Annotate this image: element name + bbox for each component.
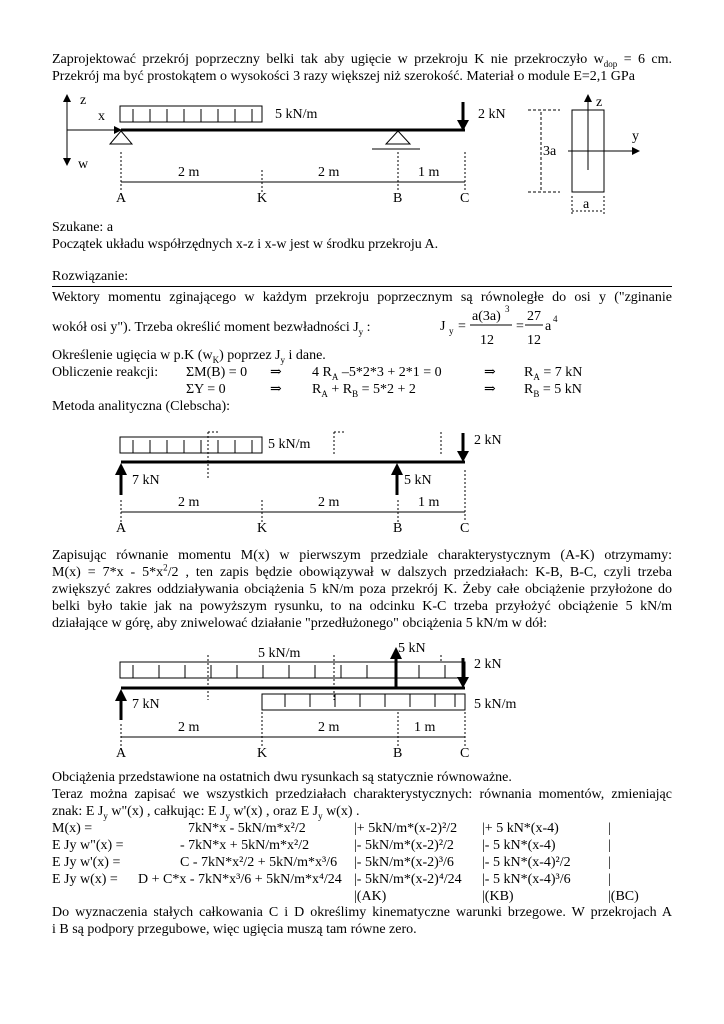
svg-text:y: y <box>449 326 454 336</box>
origin-note: Początek układu współrzędnych x-z i x-w jest w środku przekroju A. <box>52 237 439 252</box>
svg-text:K: K <box>257 191 268 206</box>
svg-text:2 kN: 2 kN <box>474 657 502 672</box>
w-label: w <box>78 157 89 172</box>
svg-text:5 kN/m: 5 kN/m <box>268 437 311 452</box>
svg-text:2 m: 2 m <box>178 720 200 735</box>
p4-line-1: Do wyznaczenia stałych całkowania C i D określimy kinematyczne warunki brzegowe. W przekrojach A <box>52 905 672 920</box>
svg-text:z: z <box>596 95 603 110</box>
p2-line-4: belki było takie jak na powyższym rysunku, to na odcinku K-C trzeba przyłożyć obciążenie 5 kN/m <box>52 599 672 614</box>
svg-text:B: B <box>393 521 403 536</box>
svg-text:K: K <box>257 746 268 761</box>
p2-line-5: działające w górę, aby zniwelować działanie "przedłużonego" obciążenia 5 kN/m w dół: <box>52 616 547 631</box>
svg-text:C: C <box>460 746 470 761</box>
svg-text:5 kN/m: 5 kN/m <box>474 697 517 712</box>
p2-line-3: zwiększyć zakres oddziaływania obciążenia 5 kN/m poza przekrój K. Żeby całe obciążenie przyłożone do <box>52 582 672 597</box>
svg-text:J: J <box>440 319 446 334</box>
svg-text:5 kN: 5 kN <box>404 473 432 488</box>
p3-line-3: znak: E $J_y$ w"(x) , całkując: E $J_y$ w'(x) , oraz E $J_y$ w(x) . <box>52 804 360 821</box>
sought: Szukane: a <box>52 220 114 235</box>
svg-text:=: = <box>516 319 524 334</box>
z-label: z <box>80 93 87 108</box>
svg-text:A: A <box>116 191 127 206</box>
svg-text:B: B <box>393 191 403 206</box>
p1-line-1: Wektory momentu zginającego w każdym przekroju poprzecznym są równoległe do osi y ("zginanie <box>52 290 672 305</box>
p2-line-1: Zapisując równanie momentu M(x) w pierwszym przedziale charakterystycznym (A-K) otrzymamy: <box>52 548 672 563</box>
p4-line-2: i B są podpory przegubowe, więc ugięcia muszą tam równe zero. <box>52 922 417 937</box>
svg-text:12: 12 <box>527 333 541 348</box>
force-label: 2 kN <box>478 107 506 122</box>
svg-text:a: a <box>583 197 590 212</box>
intro-line-1: Zaprojektować przekrój poprzeczny belki tak aby ugięcie w przekroju K nie przekroczyło $w_{dop} = 6$ cm. <box>52 52 672 69</box>
svg-text:2 m: 2 m <box>318 495 340 510</box>
svg-text:C: C <box>460 191 470 206</box>
x-label: x <box>98 109 105 124</box>
svg-text:a: a <box>545 319 552 334</box>
svg-text:A: A <box>116 521 127 536</box>
svg-text:2 m: 2 m <box>178 165 200 180</box>
svg-text:2 m: 2 m <box>178 495 200 510</box>
reaction-eq-1: ΣM(B) = 0 <box>186 365 248 380</box>
svg-text:7 kN: 7 kN <box>132 697 160 712</box>
svg-text:C: C <box>460 521 470 536</box>
svg-text:5 kN/m: 5 kN/m <box>258 646 301 661</box>
svg-text:y: y <box>632 129 639 144</box>
svg-text:7 kN: 7 kN <box>132 473 160 488</box>
deflection-note: Określenie ugięcia w p.K $(w_K)$ poprzez $J_y$ i dane. <box>52 348 326 365</box>
solution-heading: Rozwiązanie: <box>52 269 129 284</box>
p2-line-2: $M(x) = 7*x - 5*x^2/2$ , ten zapis będzie obowiązywał w dalszych przedziałach: K-B, B-C, czyli trzeba <box>52 562 672 580</box>
svg-text:K: K <box>257 521 268 536</box>
p3-line-1: Obciążenia przedstawione na ostatnich dwu rysunkach są statycznie równoważne. <box>52 770 512 785</box>
svg-text:3a: 3a <box>543 144 557 159</box>
svg-text:4: 4 <box>553 314 558 324</box>
svg-text:1 m: 1 m <box>418 165 440 180</box>
svg-text:1 m: 1 m <box>418 495 440 510</box>
svg-text:27: 27 <box>527 309 541 324</box>
svg-text:a(3a): a(3a) <box>472 309 501 324</box>
svg-text:=: = <box>458 319 466 334</box>
reaction-eq-2: ΣY = 0 <box>186 382 226 397</box>
svg-text:B: B <box>393 746 403 761</box>
svg-text:5 kN: 5 kN <box>398 641 426 656</box>
eq-row-label: M(x) = <box>52 821 93 836</box>
load-label: 5 kN/m <box>275 107 318 122</box>
method-heading: Metoda analityczna (Clebscha): <box>52 399 231 414</box>
svg-text:2 m: 2 m <box>318 720 340 735</box>
svg-text:12: 12 <box>480 333 494 348</box>
svg-text:A: A <box>116 746 127 761</box>
intro-line-2: Przekrój ma być prostokątem o wysokości 3 razy większej niż szerokość. Materiał o module E=2,1 GPa <box>52 69 635 84</box>
svg-text:3: 3 <box>505 304 510 314</box>
svg-text:2 kN: 2 kN <box>474 433 502 448</box>
reactions-label: Obliczenie reakcji: <box>52 365 159 380</box>
svg-text:2 m: 2 m <box>318 165 340 180</box>
p1-line-2: wokół osi y"). Trzeba określić moment bezwładności $J_y$ : <box>52 320 371 337</box>
svg-text:1 m: 1 m <box>414 720 436 735</box>
p3-line-2: Teraz można zapisać we wszystkich przedziałach charakterystycznych: równania momentów, zmieniając <box>52 787 672 802</box>
